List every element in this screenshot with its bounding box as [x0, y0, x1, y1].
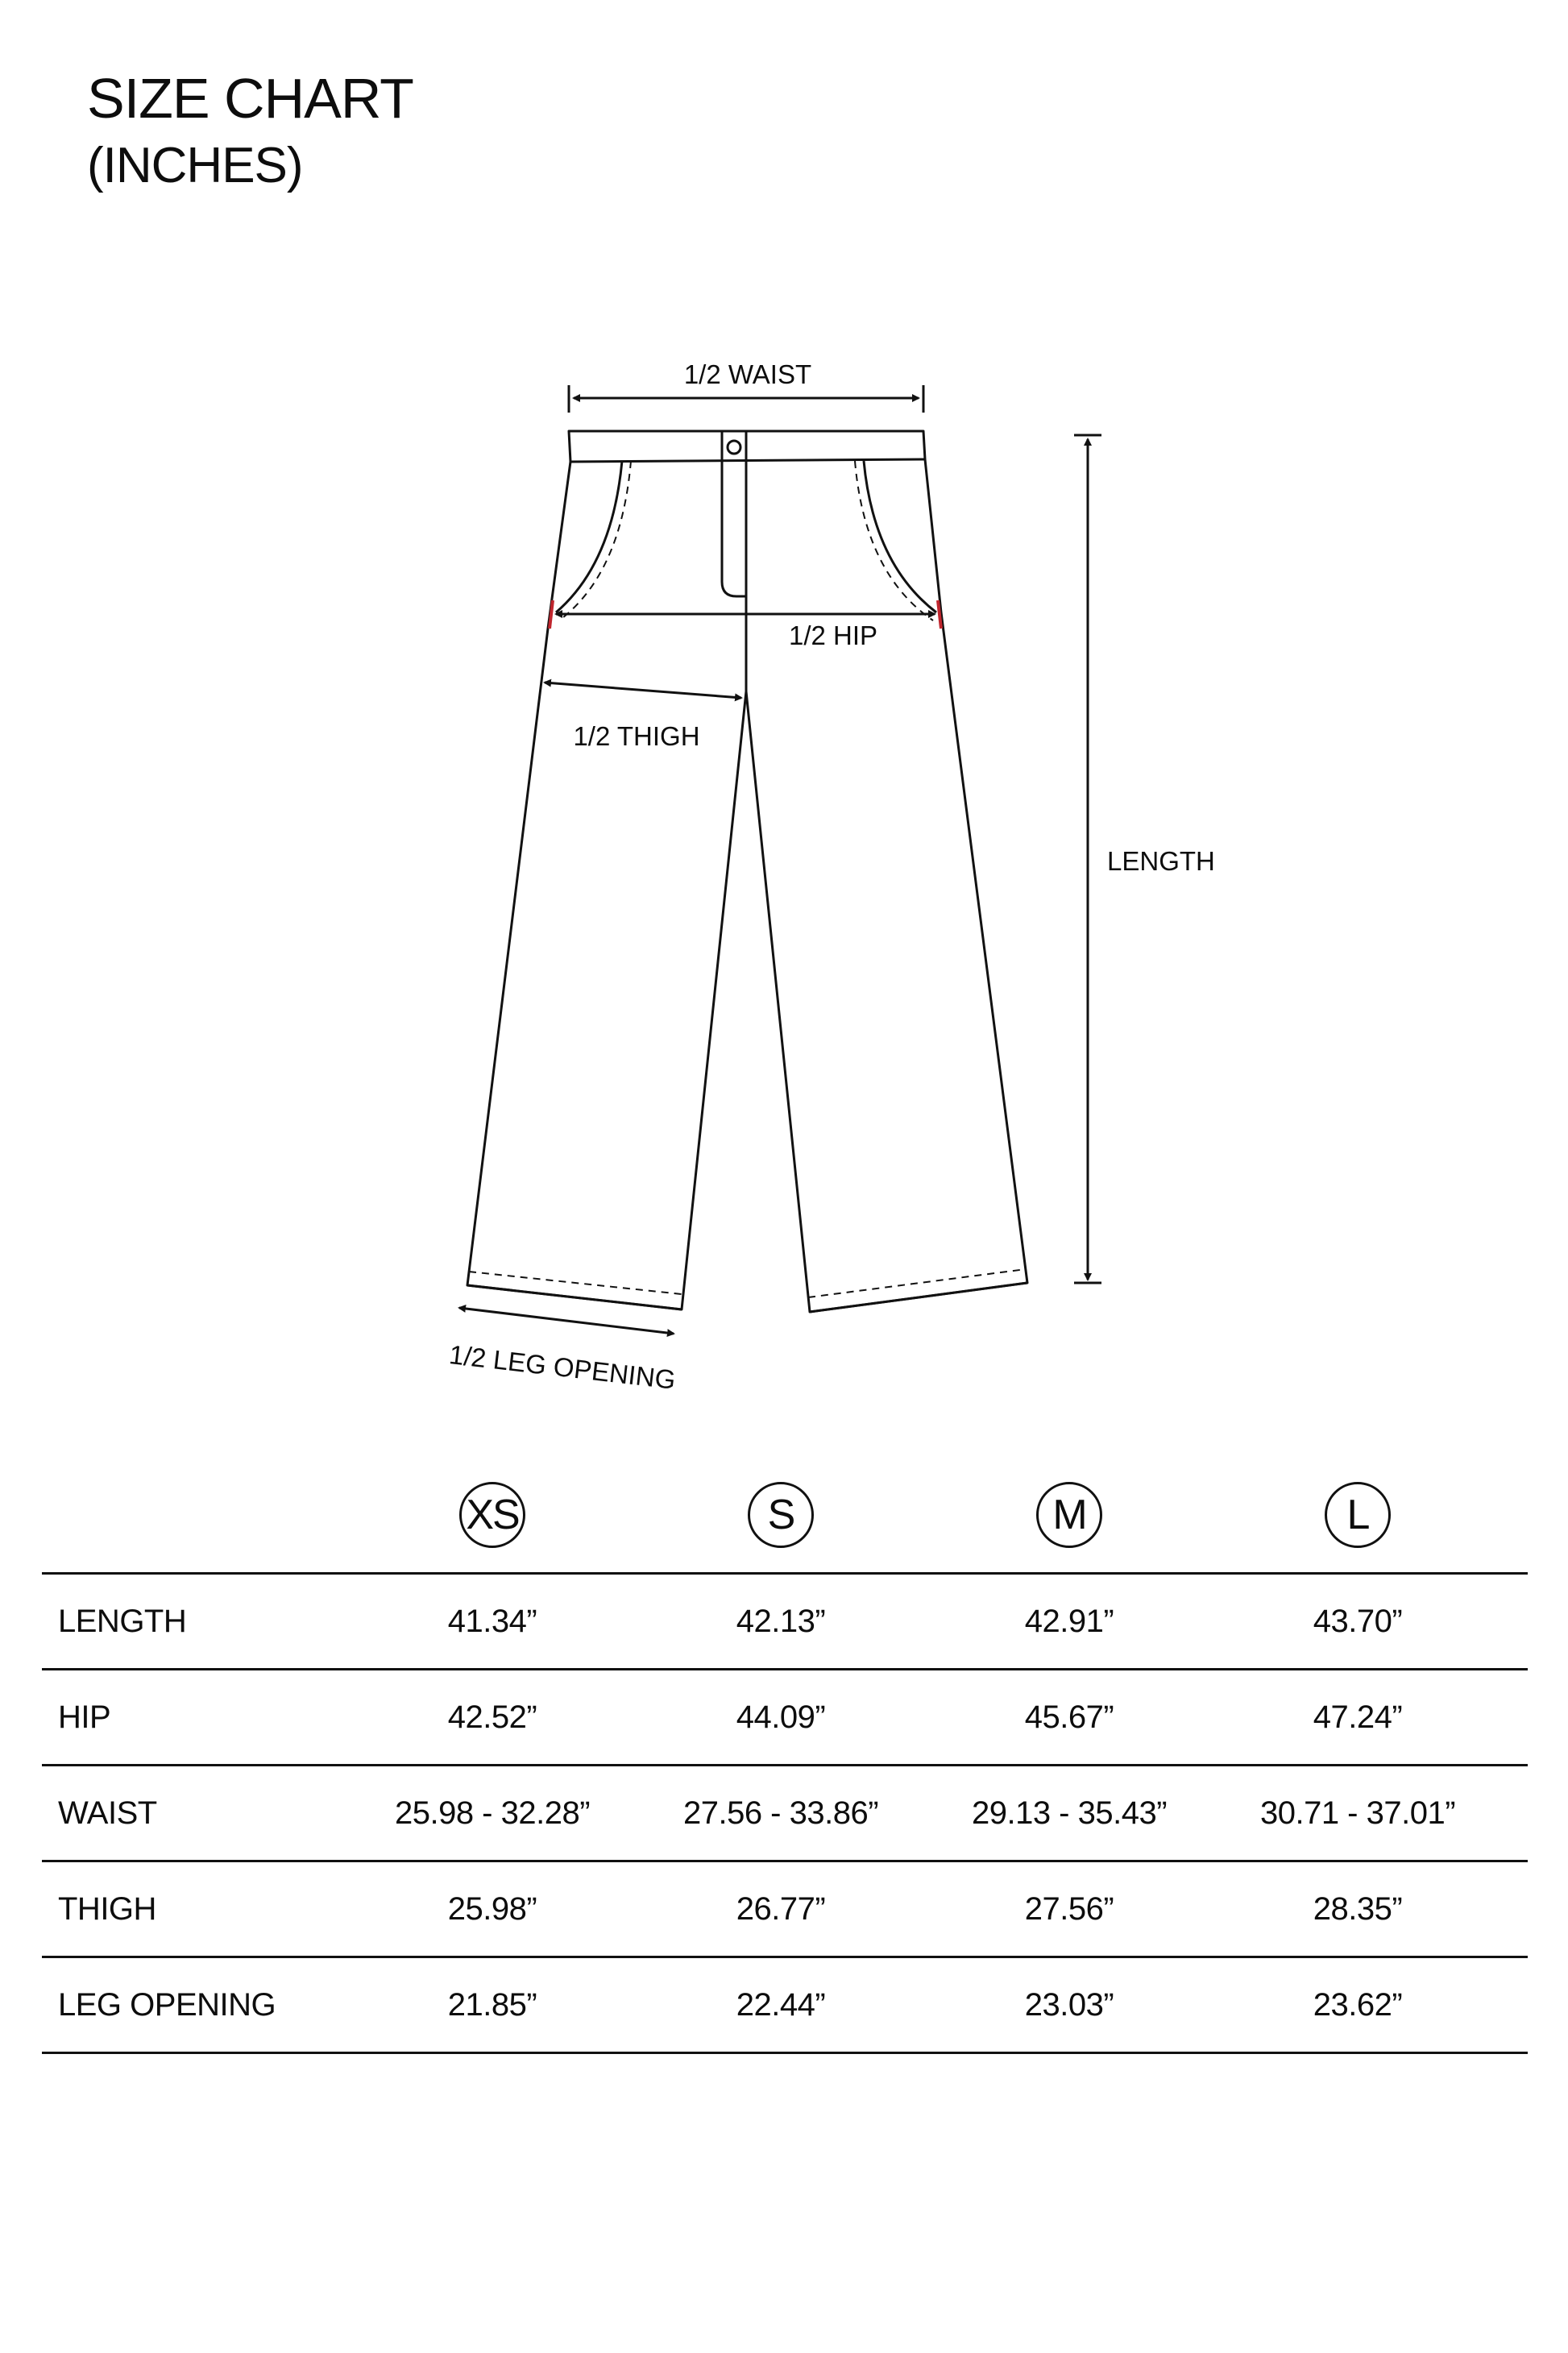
table-cell: 43.70”: [1313, 1604, 1403, 1639]
pants-outline: [467, 431, 1027, 1312]
left-pocket: [556, 461, 622, 612]
row-label: WAIST: [58, 1795, 157, 1831]
row-label: THIGH: [58, 1891, 156, 1927]
table-row: [42, 1958, 1528, 2054]
size-badge-s: S: [748, 1482, 814, 1548]
size-table: [42, 1471, 1528, 2054]
table-cell: 23.62”: [1313, 1987, 1403, 2023]
table-cell: 42.52”: [447, 1699, 537, 1735]
table-cell: 27.56 - 33.86”: [682, 1795, 879, 1831]
table-cell: 42.13”: [736, 1604, 826, 1639]
button-icon: [728, 441, 740, 454]
left-hem-edge: [467, 1285, 682, 1309]
table-cell: 25.98”: [447, 1891, 537, 1927]
row-label: HIP: [58, 1699, 111, 1735]
page-subtitle: (INCHES): [87, 138, 303, 193]
table-cell: 44.09”: [736, 1699, 826, 1735]
table-cell: 27.56”: [1024, 1891, 1114, 1927]
table-row: [42, 1766, 1528, 1862]
right-hem-stitch: [808, 1269, 1026, 1297]
table-cell: 26.77”: [736, 1891, 826, 1927]
row-label: LEG OPENING: [58, 1987, 276, 2023]
measurement-arrows: [459, 385, 1101, 1334]
table-cell: 28.35”: [1313, 1891, 1403, 1927]
fly-placket: [722, 431, 746, 596]
size-header-row: [42, 1471, 1528, 1572]
row-label: LENGTH: [58, 1604, 187, 1639]
right-pocket: [864, 461, 936, 612]
table-cell: 25.98 - 32.28”: [394, 1795, 591, 1831]
label-half-thigh: 1/2 THIGH: [573, 721, 700, 751]
left-hem-stitch: [469, 1272, 682, 1294]
label-half-hip: 1/2 HIP: [788, 620, 878, 650]
table-cell: 29.13 - 35.43”: [971, 1795, 1168, 1831]
table-cell: 30.71 - 37.01”: [1259, 1795, 1456, 1831]
leg-opening-arrow: [459, 1308, 674, 1334]
table-cell: 42.91”: [1024, 1604, 1114, 1639]
right-hem-edge: [810, 1283, 1027, 1312]
size-badge-m: M: [1036, 1482, 1102, 1548]
size-badge-xs: XS: [459, 1482, 525, 1548]
table-cell: 41.34”: [447, 1604, 537, 1639]
table-cell: 47.24”: [1313, 1699, 1403, 1735]
thigh-arrow: [545, 683, 741, 698]
table-cell: 45.67”: [1024, 1699, 1114, 1735]
size-badge-l: L: [1325, 1482, 1391, 1548]
table-row: [42, 1862, 1528, 1958]
page-title: SIZE CHART: [87, 67, 413, 130]
label-half-waist: 1/2 WAIST: [683, 359, 812, 389]
table-cell: 22.44”: [736, 1987, 826, 2023]
table-cell: 21.85”: [447, 1987, 537, 2023]
label-half-leg-opening: 1/2 LEG OPENING: [447, 1339, 678, 1395]
table-row: [42, 1575, 1528, 1670]
table-cell: 23.03”: [1024, 1987, 1114, 2023]
label-length: LENGTH: [1107, 846, 1215, 876]
size-rows: [42, 1572, 1528, 2054]
table-row: [42, 1670, 1528, 1766]
